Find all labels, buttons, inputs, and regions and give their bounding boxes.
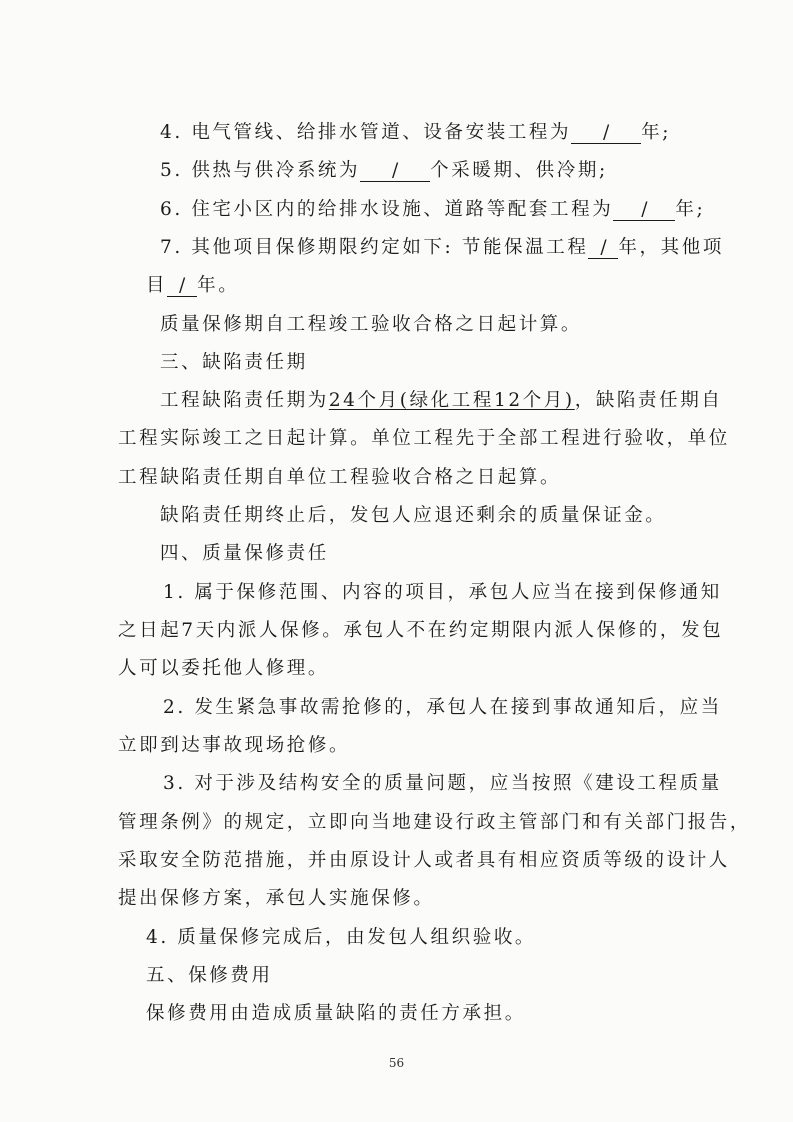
section-4-item-1-line-3: 人可以委托他人修理。 — [118, 658, 330, 679]
section-4-heading: 四、质量保修责任 — [160, 543, 329, 564]
section-4-item-1-line-2: 之日起7天内派人保修。承包人不在约定期限内派人保修的，发包 — [118, 620, 724, 641]
section-4-item-3-line-4: 提出保修方案，承包人实施保修。 — [118, 888, 435, 909]
item-4-tail: 年; — [641, 122, 672, 143]
section-3-p1-line-3: 工程缺陷责任期自单位工程验收合格之日起算。 — [118, 467, 562, 488]
section-5-p1: 保修费用由造成质量缺陷的责任方承担。 — [146, 1003, 526, 1024]
section-4-item-4: 4. 质量保修完成后，由发包人组织验收。 — [146, 927, 537, 948]
section-4-item-2-line-1: 2. 发生紧急事故需抢修的，承包人在接到事故通知后，应当 — [163, 697, 722, 718]
section-4-item-1-line-1: 1. 属于保修范围、内容的项目，承包人应当在接到保修通知 — [163, 582, 722, 603]
section-4-item-2-line-2: 立即到达事故现场抢修。 — [118, 735, 351, 756]
section-4-item-3-line-2: 管理条例》的规定，立即向当地建设行政主管部门和有关部门报告， — [118, 812, 752, 833]
item-5-text: 5. 供热与供冷系统为 — [160, 160, 361, 181]
item-7-line2-start: 目 — [146, 275, 168, 296]
item-4-text: 4. 电气管线、给排水管道、设备安装工程为 — [160, 122, 572, 143]
item-6-blank: / — [613, 200, 675, 221]
item-5-line — [160, 158, 608, 184]
section-4-item-3-line-1: 3. 对于涉及结构安全的质量问题，应当按照《建设工程质量 — [163, 773, 722, 794]
page-number: 56 — [388, 1056, 405, 1070]
item-7-blank-2: / — [167, 276, 197, 297]
section-3-p1-line-1 — [160, 388, 722, 414]
item-7-line-2 — [146, 273, 239, 299]
section-3-p1-before: 工程缺陷责任期为 — [160, 390, 329, 411]
item-4-blank: / — [571, 123, 641, 144]
item-5-blank: / — [360, 161, 430, 182]
item-7-text: 7. 其他项目保修期限约定如下: 节能保温工程 — [160, 237, 589, 258]
item-7-tail: 年。 — [197, 275, 240, 296]
section-5-heading: 五、保修费用 — [146, 965, 273, 986]
item-5-tail: 个采暖期、供冷期; — [430, 160, 608, 181]
item-7-line-1 — [160, 235, 724, 261]
section-3-p2: 缺陷责任期终止后，发包人应退还剩余的质量保证金。 — [160, 505, 667, 526]
item-6-text: 6. 住宅小区内的给排水设施、道路等配套工程为 — [160, 199, 614, 220]
section-3-p1-underlined: 24个月(绿化工程12个月) — [328, 390, 575, 411]
item-4-line — [160, 120, 671, 146]
section-3-p1-after: ，缺陷责任期自 — [574, 390, 723, 411]
item-6-line — [160, 197, 705, 223]
section-3-heading: 三、缺陷责任期 — [160, 352, 308, 373]
item-7-mid: 年，其他项 — [618, 237, 724, 258]
item-6-tail: 年; — [675, 199, 706, 220]
section-4-item-3-line-3: 采取安全防范措施，并由原设计人或者具有相应资质等级的设计人 — [118, 850, 730, 871]
warranty-start-paragraph: 质量保修期自工程竣工验收合格之日起计算。 — [160, 314, 583, 335]
section-3-p1-line-2: 工程实际竣工之日起计算。单位工程先于全部工程进行验收，单位 — [118, 428, 730, 449]
item-7-blank-1: / — [588, 238, 618, 259]
